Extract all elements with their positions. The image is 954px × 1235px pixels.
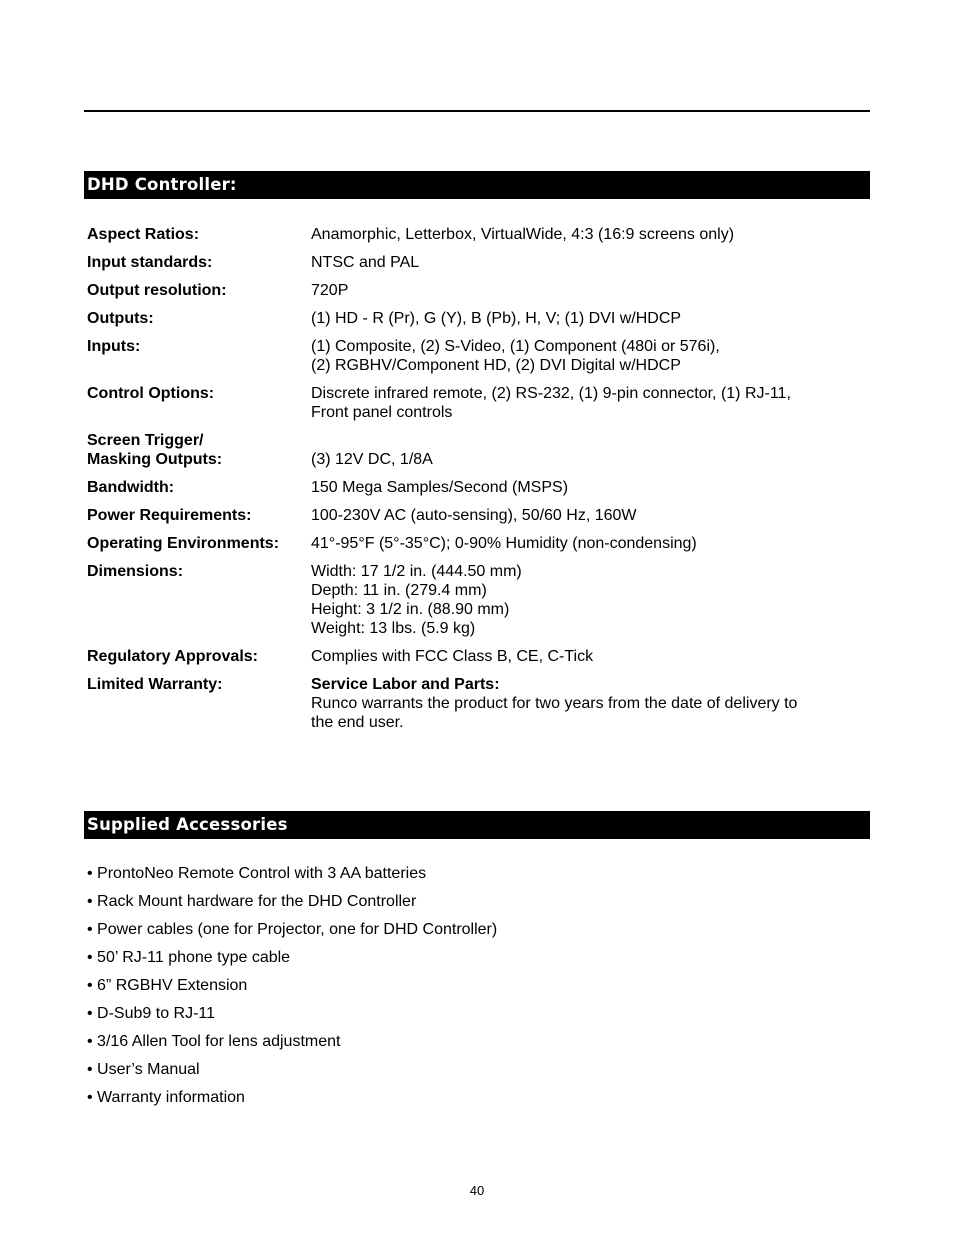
list-item: • Power cables (one for Projector, one for DHD Controller) — [87, 921, 498, 938]
spec-value-line: 100-230V AC (auto-sensing), 50/60 Hz, 160W — [311, 507, 637, 524]
spec-value — [311, 675, 867, 732]
spec-value-line: the end user. — [311, 714, 404, 731]
spec-value-line — [311, 431, 867, 450]
spec-label-line: Limited Warranty: — [87, 676, 223, 693]
spec-value — [311, 534, 867, 553]
spec-label-line: Screen Trigger/ — [87, 432, 204, 449]
spec-value — [311, 253, 867, 272]
header-rule — [84, 110, 870, 112]
spec-row — [87, 534, 867, 553]
spec-label — [87, 478, 311, 497]
spec-value-line: Anamorphic, Letterbox, VirtualWide, 4:3 (16:9 screens only) — [311, 226, 735, 243]
spec-label — [87, 506, 311, 525]
spec-value-line: Depth: 11 in. (279.4 mm) — [311, 582, 487, 599]
spec-value — [311, 506, 867, 525]
spec-label-line: Masking Outputs: — [87, 451, 223, 468]
spec-row — [87, 506, 867, 525]
spec-value-line: Weight: 13 lbs. (5.9 kg) — [311, 620, 476, 637]
spec-row — [87, 337, 867, 375]
spec-row — [87, 253, 867, 272]
spec-value-line: (3) 12V DC, 1/8A — [311, 451, 433, 468]
spec-label — [87, 534, 311, 553]
spec-label-line: Aspect Ratios: — [87, 226, 200, 243]
spec-label-line: Output resolution: — [87, 282, 227, 299]
spec-label — [87, 309, 311, 328]
spec-value-line: Width: 17 1/2 in. (444.50 mm) — [311, 563, 522, 580]
spec-label — [87, 225, 311, 244]
spec-label — [87, 562, 311, 638]
spec-value — [311, 562, 867, 638]
list-item: • 50’ RJ-11 phone type cable — [87, 949, 291, 966]
spec-row — [87, 431, 867, 469]
spec-label-line: Power Requirements: — [87, 507, 252, 524]
spec-value-line: Height: 3 1/2 in. (88.90 mm) — [311, 601, 510, 618]
spec-value-line: (2) RGBHV/Component HD, (2) DVI Digital w/HDCP — [311, 357, 681, 374]
spec-table — [87, 225, 867, 741]
spec-label — [87, 675, 311, 732]
list-item: • User’s Manual — [87, 1061, 200, 1078]
section-header-supplied-accessories: Supplied Accessories — [84, 811, 870, 839]
spec-value-line: 41°-95°F (5°-35°C); 0-90% Humidity (non-condensing) — [311, 535, 697, 552]
spec-label-line: Outputs: — [87, 310, 154, 327]
spec-value — [311, 384, 867, 422]
spec-value-line: (1) HD - R (Pr), G (Y), B (Pb), H, V; (1) DVI w/HDCP — [311, 310, 682, 327]
spec-value — [311, 225, 867, 244]
spec-value-line: 720P — [311, 282, 349, 299]
list-item: • ProntoNeo Remote Control with 3 AA batteries — [87, 865, 427, 882]
spec-row — [87, 478, 867, 497]
spec-value-line: Discrete infrared remote, (2) RS-232, (1) 9-pin connector, (1) RJ-11, — [311, 385, 791, 402]
list-item: • D-Sub9 to RJ-11 — [87, 1005, 216, 1022]
accessory-list — [87, 864, 497, 1116]
spec-value-line: (1) Composite, (2) S-Video, (1) Component (480i or 576i), — [311, 338, 720, 355]
spec-value-line: 150 Mega Samples/Second (MSPS) — [311, 479, 569, 496]
spec-label-line: Input standards: — [87, 254, 213, 271]
spec-value-heading: Service Labor and Parts: — [311, 676, 500, 693]
spec-label-line: Control Options: — [87, 385, 215, 402]
spec-row — [87, 675, 867, 732]
spec-value-line: Complies with FCC Class B, CE, C-Tick — [311, 648, 594, 665]
spec-label-line: Operating Environments: — [87, 535, 280, 552]
spec-label — [87, 253, 311, 272]
spec-label — [87, 647, 311, 666]
page-number: 40 — [469, 1183, 485, 1198]
list-item: • Rack Mount hardware for the DHD Controller — [87, 893, 417, 910]
spec-label — [87, 337, 311, 375]
spec-label — [87, 384, 311, 422]
spec-value — [311, 431, 867, 469]
spec-row — [87, 225, 867, 244]
spec-value-line: Front panel controls — [311, 404, 453, 421]
spec-value — [311, 309, 867, 328]
spec-label-line: Bandwidth: — [87, 479, 175, 496]
spec-value — [311, 478, 867, 497]
section-header-dhd-controller: DHD Controller: — [84, 171, 870, 199]
spec-row — [87, 281, 867, 300]
spec-label-line: Regulatory Approvals: — [87, 648, 258, 665]
list-item: • 3/16 Allen Tool for lens adjustment — [87, 1033, 341, 1050]
spec-row — [87, 309, 867, 328]
spec-row — [87, 647, 867, 666]
spec-label — [87, 431, 311, 469]
spec-value-line: NTSC and PAL — [311, 254, 420, 271]
spec-label-line: Dimensions: — [87, 563, 184, 580]
spec-label — [87, 281, 311, 300]
list-item: • 6” RGBHV Extension — [87, 977, 248, 994]
list-item: • Warranty information — [87, 1089, 245, 1106]
spec-label-line: Inputs: — [87, 338, 141, 355]
spec-value — [311, 281, 867, 300]
spec-value — [311, 647, 867, 666]
spec-row — [87, 384, 867, 422]
spec-row — [87, 562, 867, 638]
spec-value — [311, 337, 867, 375]
spec-value-line: Runco warrants the product for two years from the date of delivery to — [311, 695, 798, 712]
